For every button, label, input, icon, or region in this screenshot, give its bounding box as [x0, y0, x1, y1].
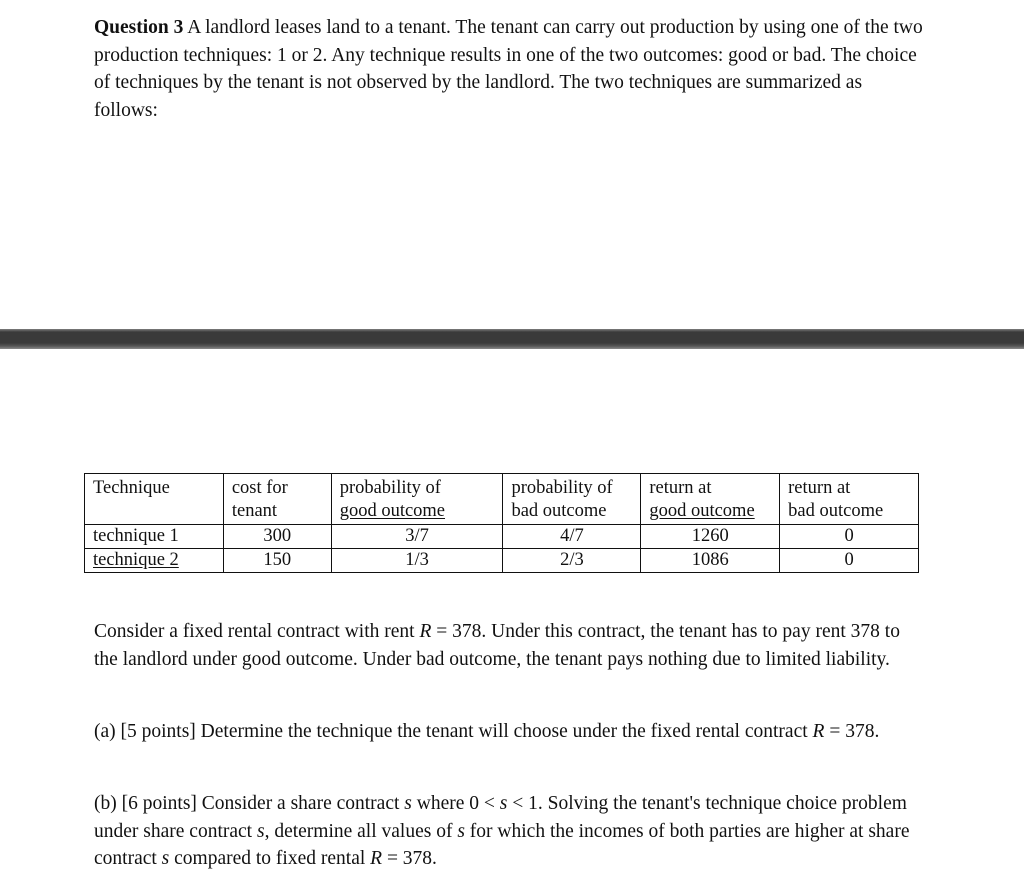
cell-cost-1: 300: [223, 525, 331, 549]
cell-prob-good-1: 3/7: [331, 525, 503, 549]
part-a-paragraph: (a) [5 points] Determine the technique the tenant will choose under the fixed rental contract R = 378.: [94, 721, 880, 742]
cell-return-good-2: 1086: [641, 549, 780, 573]
table-row: [85, 549, 919, 573]
cell-return-bad-1: 0: [780, 525, 919, 549]
part-b-paragraph: (b) [6 points] Consider a share contract s where 0 < s < 1. Solving the tenant's technique choice problem under share contract s, determine all values of s for which the incomes of both parties are higher at share contract s compared to fixed rental R = 378.: [94, 793, 910, 869]
fixed-rental-paragraph: Consider a fixed rental contract with rent R = 378. Under this contract, the tenant has to pay rent 378 to the landlord under good outcome. Under bad outcome, the tenant pays nothing due to limited liability.: [94, 621, 900, 670]
header-cost: cost for tenant: [223, 474, 331, 525]
question-intro-text: A landlord leases land to a tenant. The tenant can carry out production by using one of the two production techniques: 1 or 2. Any technique results in one of the two outcomes: good or bad. The choice of techniques by the tenant is not observed by the landlord. The two techniques are summarized as follows:: [94, 17, 923, 121]
cell-technique-2: technique 2: [85, 549, 224, 573]
techniques-table: [84, 473, 919, 573]
header-prob-good: probability of good outcome: [331, 474, 503, 525]
header-technique: Technique: [85, 474, 224, 525]
header-return-bad: return at bad outcome: [780, 474, 919, 525]
cell-return-good-1: 1260: [641, 525, 780, 549]
header-prob-bad: probability of bad outcome: [503, 474, 641, 525]
cell-prob-good-2: 1/3: [331, 549, 503, 573]
table-header-row: [85, 474, 919, 525]
cell-cost-2: 150: [223, 549, 331, 573]
cell-return-bad-2: 0: [780, 549, 919, 573]
header-return-good: return at good outcome: [641, 474, 780, 525]
image-divider-bar: [0, 329, 1024, 349]
question-label: Question 3: [94, 17, 184, 38]
cell-technique-1: technique 1: [85, 525, 224, 549]
cell-prob-bad-1: 4/7: [503, 525, 641, 549]
question-intro: [94, 14, 924, 124]
table-row: [85, 525, 919, 549]
cell-prob-bad-2: 2/3: [503, 549, 641, 573]
